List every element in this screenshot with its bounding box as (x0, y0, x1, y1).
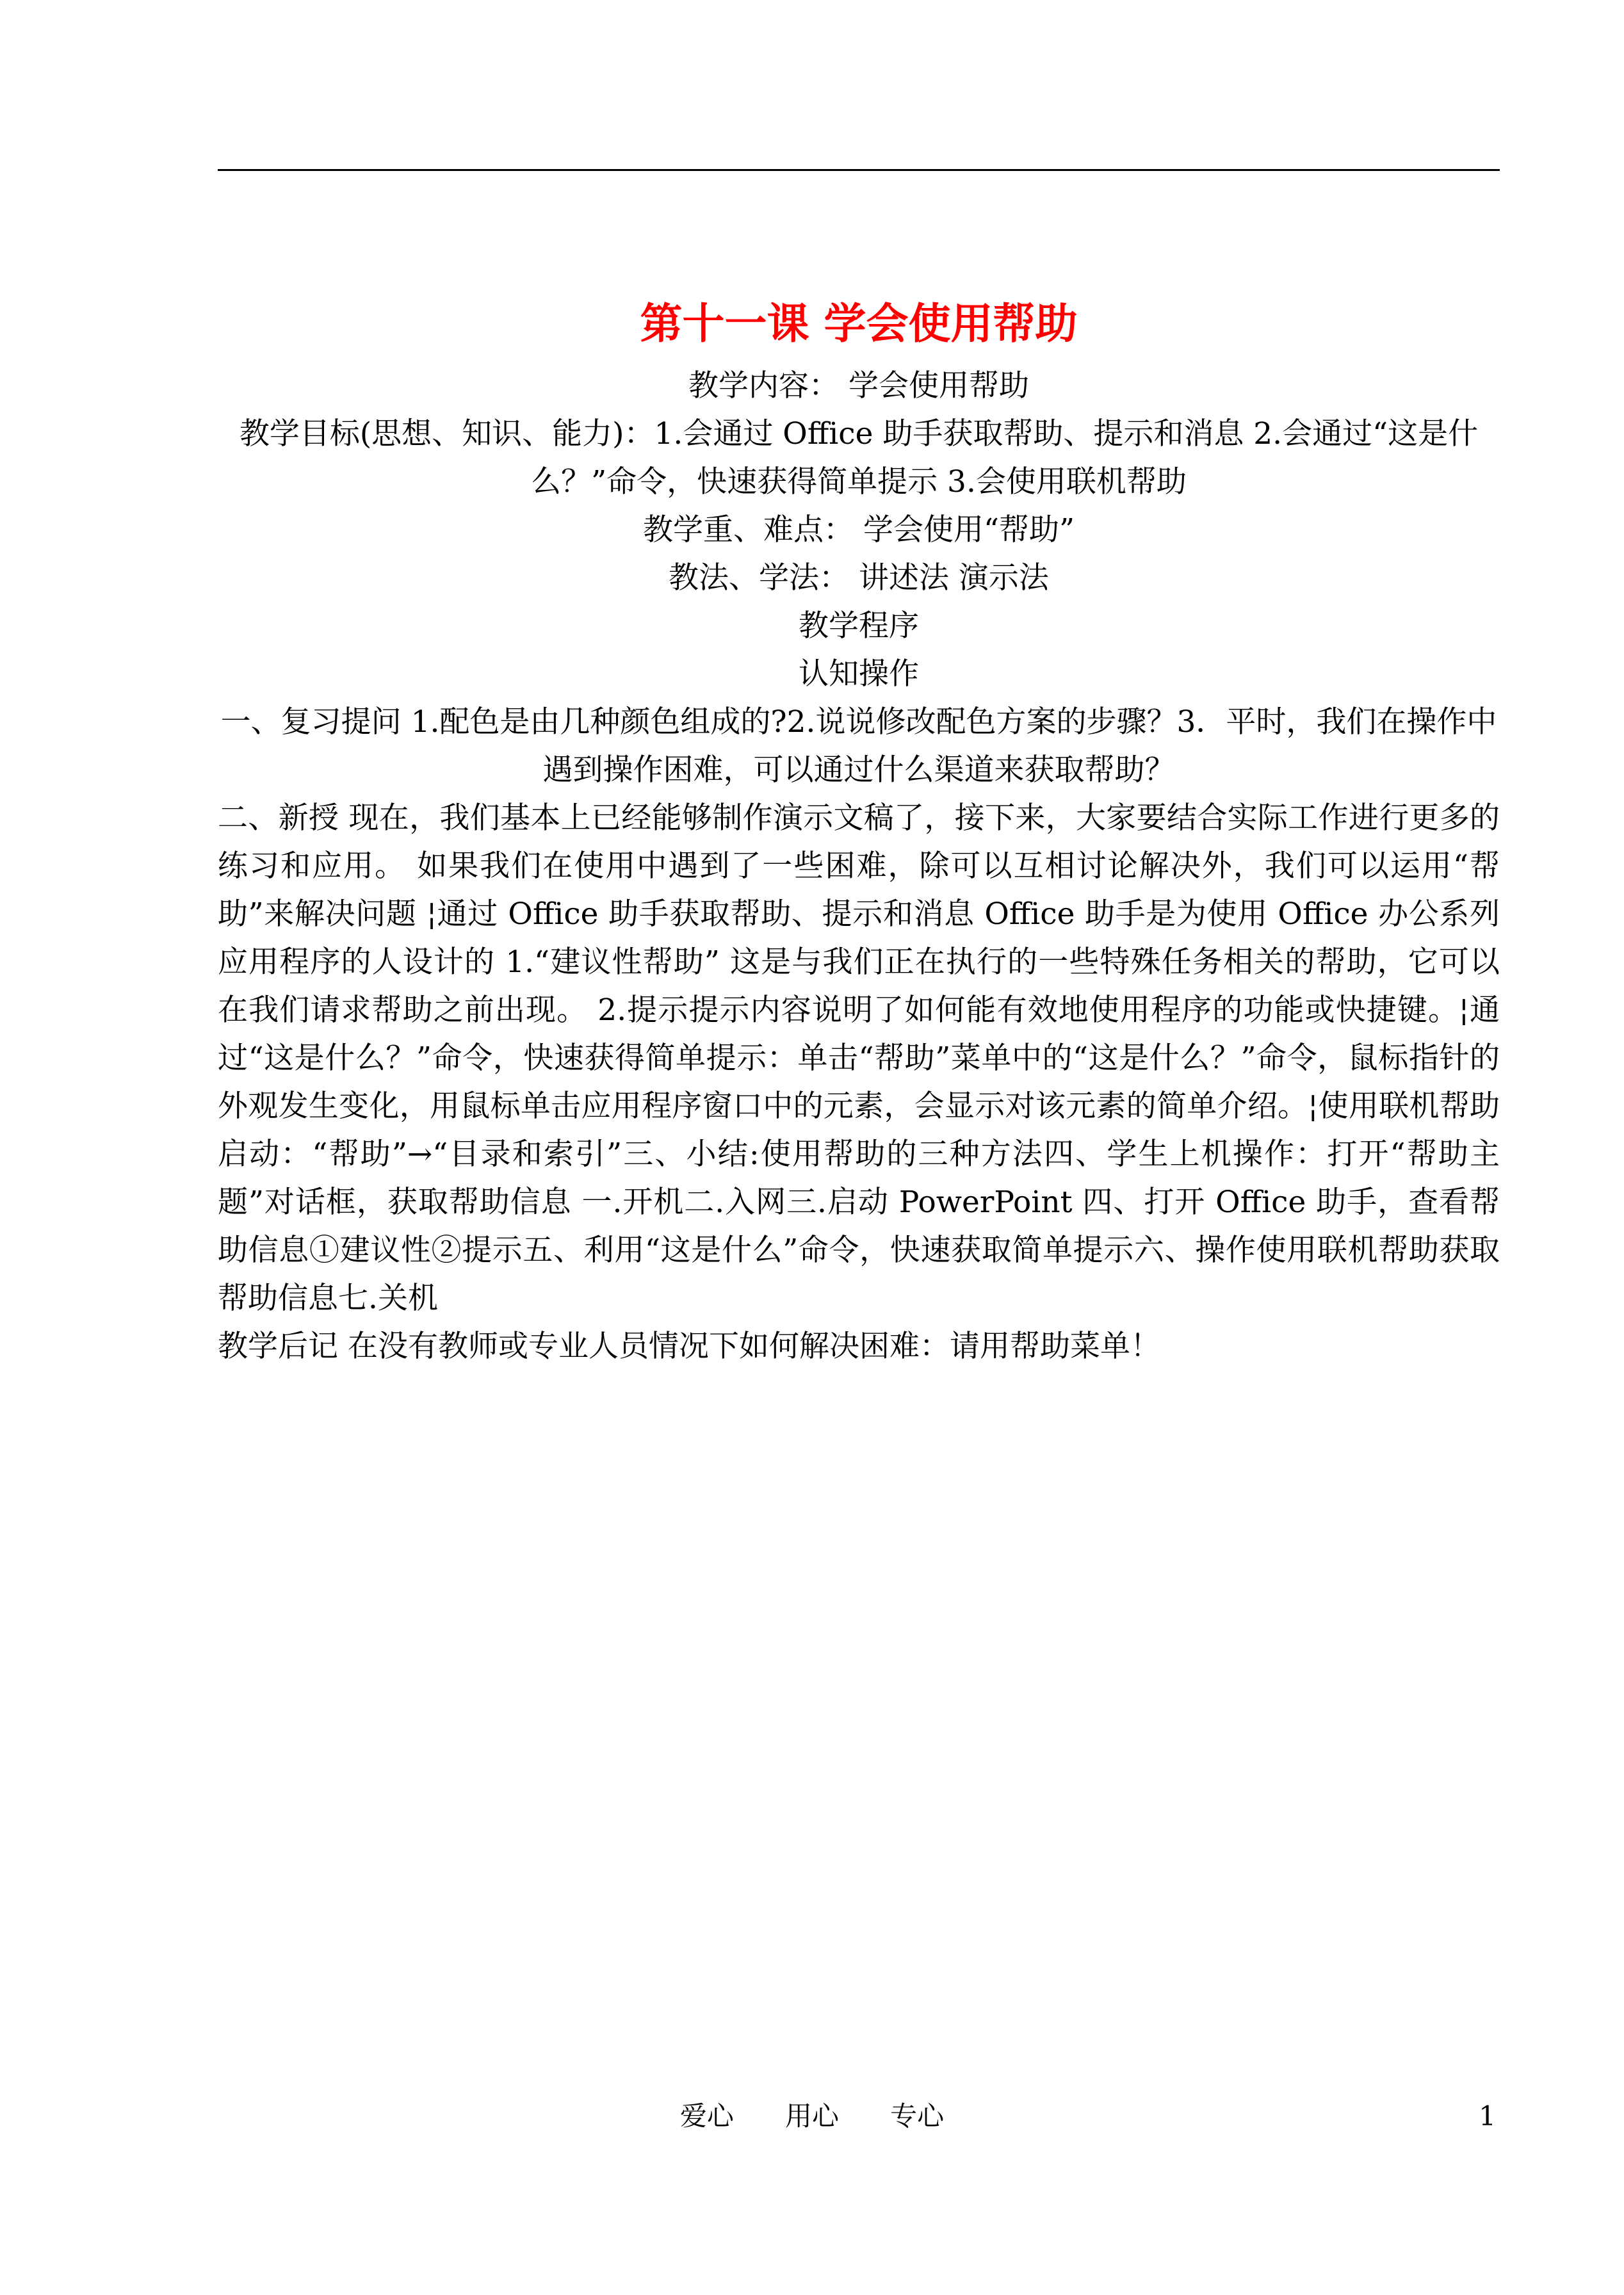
teaching-content-line: 教学内容： 学会使用帮助 (688, 368, 1029, 403)
teaching-goals-line: 教学目标(思想、知识、能力)：1.会通过 Office 助手获取帮助、提示和消息 2.会通过“这是什么？”命令，快速获得简单提示 3.会使用联机帮助 (239, 416, 1479, 499)
header-rule (218, 169, 1500, 171)
page-number: 1 (1479, 2100, 1496, 2132)
review-section: 一、复习提问 1.配色是由几种颜色组成的?2.说说修改配色方案的步骤？3．平时，我们在操作中遇到操作困难，可以通过什么渠道来获取帮助？ (220, 704, 1497, 788)
procedure-heading: 教学程序 (799, 608, 919, 644)
footer-motto: 爱心 用心 专心 (679, 2100, 945, 2132)
page-title: 第十一课 学会使用帮助 (640, 298, 1078, 348)
teaching-methods-line: 教法、学法： 讲述法 演示法 (669, 560, 1049, 596)
operation-heading: 认知操作 (799, 656, 919, 692)
key-points-line: 教学重、难点： 学会使用“帮助” (643, 512, 1075, 547)
postscript-line: 教学后记 在没有教师或专业人员情况下如何解决困难：请用帮助菜单！ (218, 1329, 1160, 1364)
document-body (218, 291, 1500, 1370)
new-lesson-section: 二、新授 现在，我们基本上已经能够制作演示文稿了，接下来，大家要结合实际工作进行更多的练习和应用。 如果我们在使用中遇到了一些困难，除可以互相讨论解决外，我们可以运用“帮助”来解决问题 ¦通过 Office 助手获取帮助、提示和消息 Office 助手是为使用 Office 办公系列应用程序的人设计的 1.“建议性帮助” 这是与我们正在执行的一些特殊任务相关的帮助，它可以在我们请求帮助之前出现。 2.提示提示内容说明了如何能有效地使用程序的功能或快捷键。¦通过“这是什么？”命令，快速获得简单提示：单击“帮助”菜单中的“这是什么？”命令，鼠标指针的外观发生变化，用鼠标单击应用程序窗口中的元素，会显示对该元素的简单介绍。¦使用联机帮助启动：“帮助”→“目录和索引”三、小结:使用帮助的三种方法四、学生上机操作：打开“帮助主题”对话框，获取帮助信息 一.开机二.入网三.启动 PowerPoint 四、打开 Office 助手，查看帮助信息①建议性②提示五、利用“这是什么”命令，快速获取简单提示六、操作使用联机帮助获取帮助信息七.关机 (218, 800, 1500, 1316)
